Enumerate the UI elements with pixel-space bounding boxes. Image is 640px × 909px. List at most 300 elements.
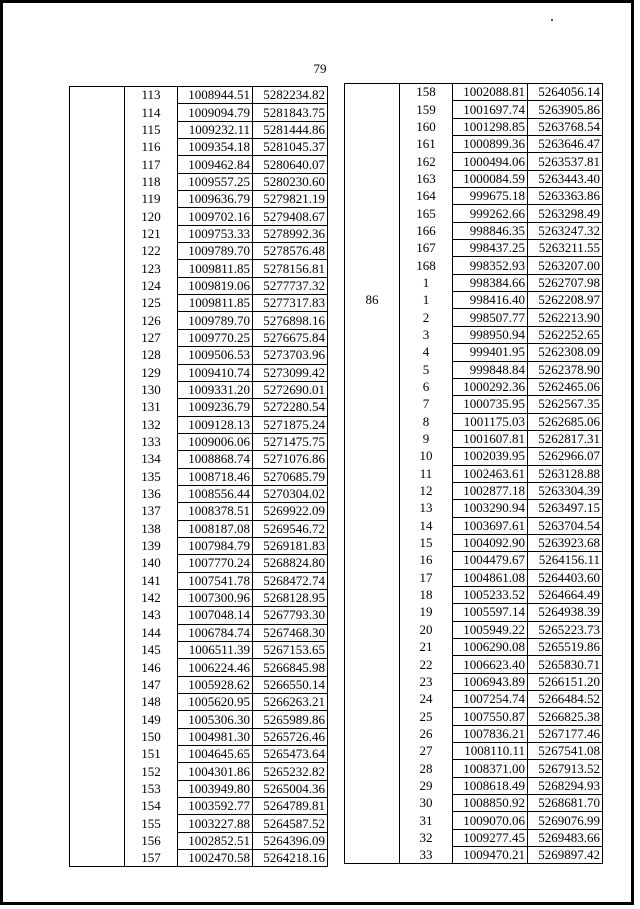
- y-coordinate-cell: 5267177.46: [528, 725, 603, 742]
- y-coordinate-cell: 5264938.39: [528, 604, 603, 621]
- table-row: [345, 534, 603, 551]
- table-row: [345, 482, 603, 499]
- table-row: [345, 639, 603, 656]
- group-number-cell: [70, 295, 125, 312]
- point-number-cell: 7: [400, 396, 453, 413]
- group-number-cell: [70, 87, 125, 104]
- point-number-cell: 127: [125, 329, 178, 346]
- y-coordinate-cell: 5262567.35: [528, 396, 603, 413]
- table-row: [70, 850, 328, 867]
- group-number-cell: [70, 780, 125, 797]
- point-number-cell: 162: [400, 153, 453, 170]
- point-number-cell: 114: [125, 104, 178, 121]
- group-number-cell: [345, 448, 400, 465]
- y-coordinate-cell: 5263298.49: [528, 205, 603, 222]
- group-number-cell: [70, 173, 125, 190]
- y-coordinate-cell: 5265989.86: [253, 711, 328, 728]
- group-number-cell: [70, 191, 125, 208]
- table-row: [345, 621, 603, 638]
- point-number-cell: 136: [125, 485, 178, 502]
- point-number-cell: 1: [400, 292, 453, 309]
- group-number-cell: [345, 274, 400, 291]
- x-coordinate-cell: 999675.18: [453, 188, 528, 205]
- table-row: [70, 520, 328, 537]
- group-number-cell: [70, 416, 125, 433]
- table-row: [345, 378, 603, 395]
- y-coordinate-cell: 5268472.74: [253, 572, 328, 589]
- y-coordinate-cell: 5267153.65: [253, 642, 328, 659]
- point-number-cell: 132: [125, 416, 178, 433]
- y-coordinate-cell: 5277737.32: [253, 277, 328, 294]
- group-number-cell: [345, 136, 400, 153]
- x-coordinate-cell: 1004092.90: [453, 534, 528, 551]
- x-coordinate-cell: 1001607.81: [453, 430, 528, 447]
- point-number-cell: 139: [125, 537, 178, 554]
- x-coordinate-cell: 1009811.85: [178, 295, 253, 312]
- y-coordinate-cell: 5263443.40: [528, 170, 603, 187]
- table-row: [70, 451, 328, 468]
- table-row: [70, 364, 328, 381]
- x-coordinate-cell: 1009277.45: [453, 829, 528, 846]
- y-coordinate-cell: 5262378.90: [528, 361, 603, 378]
- y-coordinate-cell: 5265473.64: [253, 746, 328, 763]
- point-number-cell: 30: [400, 795, 453, 812]
- point-number-cell: 24: [400, 691, 453, 708]
- x-coordinate-cell: 1005233.52: [453, 586, 528, 603]
- point-number-cell: 150: [125, 728, 178, 745]
- table-row: [345, 586, 603, 603]
- group-number-cell: [345, 708, 400, 725]
- x-coordinate-cell: 1007254.74: [453, 691, 528, 708]
- y-coordinate-cell: 5281444.86: [253, 121, 328, 138]
- group-number-cell: [70, 520, 125, 537]
- table-row: [70, 676, 328, 693]
- point-number-cell: 125: [125, 295, 178, 312]
- x-coordinate-cell: 1009753.33: [178, 225, 253, 242]
- group-number-cell: 86: [345, 292, 400, 309]
- y-coordinate-cell: 5267541.08: [528, 743, 603, 760]
- table-row: [345, 743, 603, 760]
- table-row: [345, 413, 603, 430]
- x-coordinate-cell: 1009236.79: [178, 399, 253, 416]
- point-number-cell: 20: [400, 621, 453, 638]
- group-number-cell: [345, 430, 400, 447]
- y-coordinate-cell: 5271076.86: [253, 451, 328, 468]
- table-row: [345, 847, 603, 864]
- table-row: [345, 240, 603, 257]
- point-number-cell: 121: [125, 225, 178, 242]
- y-coordinate-cell: 5262465.06: [528, 378, 603, 395]
- group-number-cell: [345, 586, 400, 603]
- x-coordinate-cell: 1001298.85: [453, 118, 528, 135]
- x-coordinate-cell: 1009819.06: [178, 277, 253, 294]
- table-row: [345, 569, 603, 586]
- point-number-cell: 130: [125, 381, 178, 398]
- x-coordinate-cell: 1006784.74: [178, 624, 253, 641]
- point-number-cell: 31: [400, 812, 453, 829]
- x-coordinate-cell: 1009770.25: [178, 329, 253, 346]
- point-number-cell: 128: [125, 347, 178, 364]
- table-row: [345, 552, 603, 569]
- x-coordinate-cell: 1004861.08: [453, 569, 528, 586]
- x-coordinate-cell: 998416.40: [453, 292, 528, 309]
- table-row: [345, 84, 603, 101]
- y-coordinate-cell: 5263704.54: [528, 517, 603, 534]
- y-coordinate-cell: 5266151.20: [528, 673, 603, 690]
- y-coordinate-cell: 5265830.71: [528, 656, 603, 673]
- group-number-cell: [345, 118, 400, 135]
- point-number-cell: 156: [125, 832, 178, 849]
- x-coordinate-cell: 1008187.08: [178, 520, 253, 537]
- y-coordinate-cell: 5265726.46: [253, 728, 328, 745]
- y-coordinate-cell: 5263128.88: [528, 465, 603, 482]
- y-coordinate-cell: 5263304.39: [528, 482, 603, 499]
- group-number-cell: [70, 433, 125, 450]
- x-coordinate-cell: 1006943.89: [453, 673, 528, 690]
- point-number-cell: 147: [125, 676, 178, 693]
- group-number-cell: [345, 170, 400, 187]
- point-number-cell: 160: [400, 118, 453, 135]
- group-number-cell: [345, 639, 400, 656]
- x-coordinate-cell: 1009094.79: [178, 104, 253, 121]
- table-row: [70, 260, 328, 277]
- point-number-cell: 4: [400, 344, 453, 361]
- group-number-cell: [70, 815, 125, 832]
- x-coordinate-cell: 1002039.95: [453, 448, 528, 465]
- point-number-cell: 15: [400, 534, 453, 551]
- group-number-cell: [345, 101, 400, 118]
- x-coordinate-cell: 1004479.67: [453, 552, 528, 569]
- table-row: [345, 691, 603, 708]
- y-coordinate-cell: 5272280.54: [253, 399, 328, 416]
- point-number-cell: 18: [400, 586, 453, 603]
- y-coordinate-cell: 5262817.31: [528, 430, 603, 447]
- table-row: [70, 139, 328, 156]
- table-row: [345, 205, 603, 222]
- y-coordinate-cell: 5269181.83: [253, 537, 328, 554]
- table-row: [345, 136, 603, 153]
- group-number-cell: [70, 485, 125, 502]
- point-number-cell: 168: [400, 257, 453, 274]
- group-number-cell: [345, 188, 400, 205]
- y-coordinate-cell: 5263497.15: [528, 500, 603, 517]
- group-number-cell: [345, 344, 400, 361]
- group-number-cell: [345, 534, 400, 551]
- group-number-cell: [70, 711, 125, 728]
- y-coordinate-cell: 5269076.99: [528, 812, 603, 829]
- y-coordinate-cell: 5264403.60: [528, 569, 603, 586]
- point-number-cell: 118: [125, 173, 178, 190]
- y-coordinate-cell: 5264218.16: [253, 850, 328, 867]
- point-number-cell: 163: [400, 170, 453, 187]
- x-coordinate-cell: 1008850.92: [453, 795, 528, 812]
- y-coordinate-cell: 5267913.52: [528, 760, 603, 777]
- group-number-cell: [70, 642, 125, 659]
- x-coordinate-cell: 1003592.77: [178, 798, 253, 815]
- table-row: [345, 326, 603, 343]
- point-number-cell: 129: [125, 364, 178, 381]
- table-row: [70, 832, 328, 849]
- table-row: [70, 104, 328, 121]
- y-coordinate-cell: 5263923.68: [528, 534, 603, 551]
- group-number-cell: [345, 396, 400, 413]
- x-coordinate-cell: 1005949.22: [453, 621, 528, 638]
- y-coordinate-cell: 5277317.83: [253, 295, 328, 312]
- table-row: [70, 208, 328, 225]
- table-row: [70, 728, 328, 745]
- group-number-cell: [70, 364, 125, 381]
- group-number-cell: [70, 139, 125, 156]
- point-number-cell: 33: [400, 847, 453, 864]
- x-coordinate-cell: 999401.95: [453, 344, 528, 361]
- x-coordinate-cell: 1002088.81: [453, 84, 528, 101]
- y-coordinate-cell: 5266825.38: [528, 708, 603, 725]
- x-coordinate-cell: 1004301.86: [178, 763, 253, 780]
- y-coordinate-cell: 5264396.09: [253, 832, 328, 849]
- y-coordinate-cell: 5271875.24: [253, 416, 328, 433]
- group-number-cell: [345, 361, 400, 378]
- group-number-cell: [345, 760, 400, 777]
- x-coordinate-cell: 1007550.87: [453, 708, 528, 725]
- group-number-cell: [345, 725, 400, 742]
- table-row: [70, 243, 328, 260]
- x-coordinate-cell: 1001175.03: [453, 413, 528, 430]
- x-coordinate-cell: 1006511.39: [178, 642, 253, 659]
- table-row: [70, 607, 328, 624]
- point-number-cell: 1: [400, 274, 453, 291]
- y-coordinate-cell: 5263363.86: [528, 188, 603, 205]
- y-coordinate-cell: 5263247.32: [528, 222, 603, 239]
- group-number-cell: [345, 847, 400, 864]
- x-coordinate-cell: 998950.94: [453, 326, 528, 343]
- group-number-cell: [345, 552, 400, 569]
- table-row: [70, 624, 328, 641]
- x-coordinate-cell: 1009128.13: [178, 416, 253, 433]
- y-coordinate-cell: 5269546.72: [253, 520, 328, 537]
- table-row: [345, 777, 603, 794]
- y-coordinate-cell: 5263537.81: [528, 153, 603, 170]
- x-coordinate-cell: 1006623.40: [453, 656, 528, 673]
- y-coordinate-cell: 5262213.90: [528, 309, 603, 326]
- point-number-cell: 133: [125, 433, 178, 450]
- group-number-cell: [345, 465, 400, 482]
- group-number-cell: [70, 589, 125, 606]
- point-number-cell: 131: [125, 399, 178, 416]
- group-number-cell: [70, 225, 125, 242]
- y-coordinate-cell: 5269483.66: [528, 829, 603, 846]
- y-coordinate-cell: 5280230.60: [253, 173, 328, 190]
- table-row: [70, 433, 328, 450]
- x-coordinate-cell: 1000899.36: [453, 136, 528, 153]
- group-number-cell: [70, 798, 125, 815]
- point-number-cell: 5: [400, 361, 453, 378]
- x-coordinate-cell: 1002463.61: [453, 465, 528, 482]
- coordinates-table-right: [344, 83, 603, 864]
- coordinates-table-left: [69, 86, 328, 867]
- group-number-cell: [70, 277, 125, 294]
- point-number-cell: 126: [125, 312, 178, 329]
- y-coordinate-cell: 5262707.98: [528, 274, 603, 291]
- y-coordinate-cell: 5279821.19: [253, 191, 328, 208]
- point-number-cell: 165: [400, 205, 453, 222]
- point-number-cell: 149: [125, 711, 178, 728]
- x-coordinate-cell: 1000494.06: [453, 153, 528, 170]
- point-number-cell: 10: [400, 448, 453, 465]
- x-coordinate-cell: 1009070.06: [453, 812, 528, 829]
- group-number-cell: [345, 621, 400, 638]
- y-coordinate-cell: 5276898.16: [253, 312, 328, 329]
- group-number-cell: [70, 659, 125, 676]
- x-coordinate-cell: 1009462.84: [178, 156, 253, 173]
- point-number-cell: 21: [400, 639, 453, 656]
- table-row: [345, 170, 603, 187]
- table-row: [345, 448, 603, 465]
- point-number-cell: 166: [400, 222, 453, 239]
- point-number-cell: 158: [400, 84, 453, 101]
- y-coordinate-cell: 5265519.86: [528, 639, 603, 656]
- table-row: [70, 815, 328, 832]
- x-coordinate-cell: 1004981.30: [178, 728, 253, 745]
- y-coordinate-cell: 5281045.37: [253, 139, 328, 156]
- table-row: [345, 257, 603, 274]
- y-coordinate-cell: 5262685.06: [528, 413, 603, 430]
- y-coordinate-cell: 5263646.47: [528, 136, 603, 153]
- x-coordinate-cell: 998384.66: [453, 274, 528, 291]
- x-coordinate-cell: 1009789.70: [178, 312, 253, 329]
- x-coordinate-cell: 1009789.70: [178, 243, 253, 260]
- x-coordinate-cell: 1009331.20: [178, 381, 253, 398]
- group-number-cell: [70, 607, 125, 624]
- group-number-cell: [70, 468, 125, 485]
- group-number-cell: [345, 812, 400, 829]
- y-coordinate-cell: 5264156.11: [528, 552, 603, 569]
- point-number-cell: 17: [400, 569, 453, 586]
- table-row: [70, 694, 328, 711]
- y-coordinate-cell: 5265004.36: [253, 780, 328, 797]
- group-number-cell: [70, 243, 125, 260]
- y-coordinate-cell: 5272690.01: [253, 381, 328, 398]
- point-number-cell: 28: [400, 760, 453, 777]
- y-coordinate-cell: 5279408.67: [253, 208, 328, 225]
- table-row: [70, 329, 328, 346]
- y-coordinate-cell: 5273099.42: [253, 364, 328, 381]
- x-coordinate-cell: 1002852.51: [178, 832, 253, 849]
- group-number-cell: [70, 156, 125, 173]
- group-number-cell: [70, 399, 125, 416]
- point-number-cell: 167: [400, 240, 453, 257]
- table-row: [70, 121, 328, 138]
- group-number-cell: [345, 829, 400, 846]
- table-row: [345, 292, 603, 309]
- table-row: [345, 656, 603, 673]
- x-coordinate-cell: 1009006.06: [178, 433, 253, 450]
- table-row: [345, 274, 603, 291]
- group-number-cell: [70, 537, 125, 554]
- y-coordinate-cell: 5264664.49: [528, 586, 603, 603]
- y-coordinate-cell: 5269922.09: [253, 503, 328, 520]
- y-coordinate-cell: 5278156.81: [253, 260, 328, 277]
- table-row: [345, 465, 603, 482]
- table-row: [345, 118, 603, 135]
- x-coordinate-cell: 1009410.74: [178, 364, 253, 381]
- y-coordinate-cell: 5269897.42: [528, 847, 603, 864]
- table-row: [345, 673, 603, 690]
- y-coordinate-cell: 5266550.14: [253, 676, 328, 693]
- table-row: [345, 153, 603, 170]
- table-row: [345, 795, 603, 812]
- point-number-cell: 113: [125, 87, 178, 104]
- group-number-cell: [345, 691, 400, 708]
- x-coordinate-cell: 1008718.46: [178, 468, 253, 485]
- table-row: [70, 537, 328, 554]
- table-row: [70, 485, 328, 502]
- point-number-cell: 117: [125, 156, 178, 173]
- group-number-cell: [70, 555, 125, 572]
- point-number-cell: 120: [125, 208, 178, 225]
- group-number-cell: [70, 347, 125, 364]
- point-number-cell: 143: [125, 607, 178, 624]
- x-coordinate-cell: 1007300.96: [178, 589, 253, 606]
- point-number-cell: 145: [125, 642, 178, 659]
- point-number-cell: 27: [400, 743, 453, 760]
- group-number-cell: [345, 569, 400, 586]
- point-number-cell: 123: [125, 260, 178, 277]
- x-coordinate-cell: 1003227.88: [178, 815, 253, 832]
- point-number-cell: 3: [400, 326, 453, 343]
- point-number-cell: 151: [125, 746, 178, 763]
- y-coordinate-cell: 5266845.98: [253, 659, 328, 676]
- y-coordinate-cell: 5262252.65: [528, 326, 603, 343]
- x-coordinate-cell: 1008868.74: [178, 451, 253, 468]
- x-coordinate-cell: 1007048.14: [178, 607, 253, 624]
- table-row: [345, 309, 603, 326]
- x-coordinate-cell: 1007770.24: [178, 555, 253, 572]
- point-number-cell: 22: [400, 656, 453, 673]
- point-number-cell: 144: [125, 624, 178, 641]
- group-number-cell: [70, 260, 125, 277]
- x-coordinate-cell: 999848.84: [453, 361, 528, 378]
- table-row: [345, 188, 603, 205]
- table-row: [70, 347, 328, 364]
- x-coordinate-cell: 1005306.30: [178, 711, 253, 728]
- table-row: [70, 191, 328, 208]
- x-coordinate-cell: 998437.25: [453, 240, 528, 257]
- x-coordinate-cell: 1000084.59: [453, 170, 528, 187]
- x-coordinate-cell: 1008618.49: [453, 777, 528, 794]
- point-number-cell: 124: [125, 277, 178, 294]
- x-coordinate-cell: 1005928.62: [178, 676, 253, 693]
- table-row: [345, 812, 603, 829]
- table-row: [70, 295, 328, 312]
- table-row: [70, 277, 328, 294]
- group-number-cell: [70, 850, 125, 867]
- y-coordinate-cell: 5268824.80: [253, 555, 328, 572]
- group-number-cell: [70, 329, 125, 346]
- x-coordinate-cell: 1007984.79: [178, 537, 253, 554]
- y-coordinate-cell: 5267468.30: [253, 624, 328, 641]
- y-coordinate-cell: 5273703.96: [253, 347, 328, 364]
- group-number-cell: [345, 326, 400, 343]
- x-coordinate-cell: 1001697.74: [453, 101, 528, 118]
- y-coordinate-cell: 5266263.21: [253, 694, 328, 711]
- x-coordinate-cell: 1007541.78: [178, 572, 253, 589]
- group-number-cell: [345, 777, 400, 794]
- y-coordinate-cell: 5268128.95: [253, 589, 328, 606]
- table-row: [70, 156, 328, 173]
- x-coordinate-cell: 1003949.80: [178, 780, 253, 797]
- point-number-cell: 142: [125, 589, 178, 606]
- table-row: [70, 503, 328, 520]
